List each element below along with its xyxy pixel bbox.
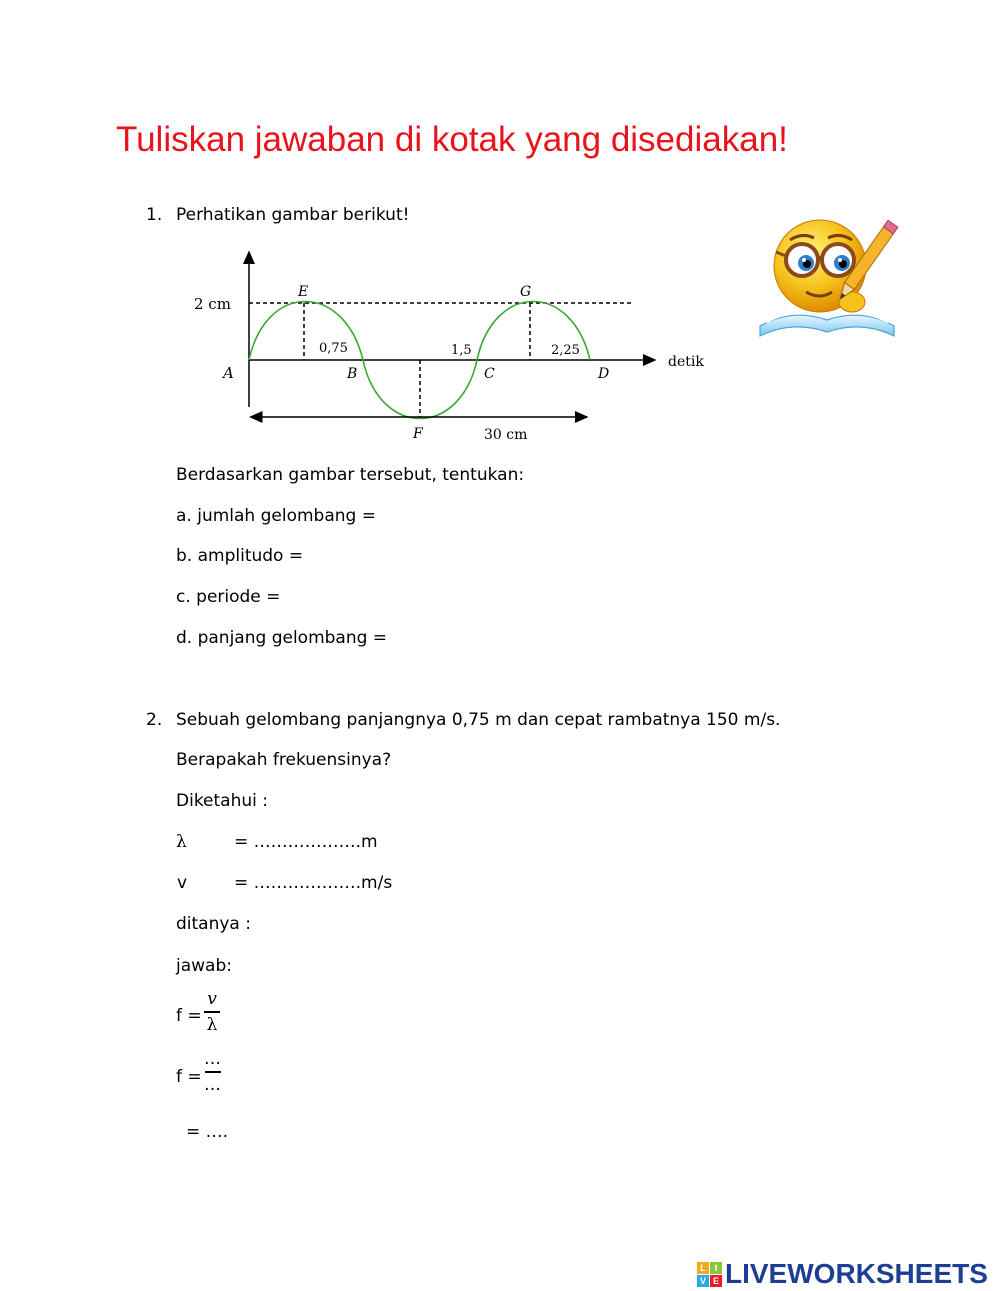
lambda-symbol: λ	[176, 832, 187, 852]
point-e-label: E	[298, 284, 309, 300]
formula-fraction	[204, 991, 220, 1034]
wave-diagram	[180, 232, 720, 447]
substitution-denominator: …	[204, 1074, 221, 1095]
lambda-value: = ……………….m	[234, 832, 378, 852]
logo-letter-i: I	[710, 1262, 722, 1274]
result-line: = ….	[186, 1122, 229, 1142]
nerd-emoji-writing-icon	[752, 208, 902, 343]
q1-prompt: Perhatikan gambar berikut!	[176, 205, 410, 225]
answer-label: jawab:	[176, 956, 232, 976]
time-label-3: 2,25	[551, 343, 580, 358]
q1-item-a: a. jumlah gelombang =	[176, 506, 376, 526]
formula-denominator: λ	[206, 1014, 218, 1035]
logo-letter-v: V	[697, 1275, 709, 1287]
time-label-2: 1,5	[451, 343, 472, 358]
logo-letter-l: L	[697, 1262, 709, 1274]
substitution-fraction-bar	[205, 1071, 221, 1073]
page-title: Tuliskan jawaban di kotak yang disediakan!	[116, 120, 788, 159]
v-symbol: v	[177, 873, 188, 893]
q1-item-b: b. amplitudo =	[176, 546, 304, 566]
logo-squares	[697, 1262, 722, 1287]
q1-intro: Berdasarkan gambar tersebut, tentukan:	[176, 465, 525, 485]
formula-numerator: v	[207, 989, 217, 1009]
amplitude-label: 2 cm	[194, 295, 231, 313]
known-label: Diketahui :	[176, 791, 268, 811]
q1-item-c: c. periode =	[176, 587, 281, 607]
q1-item-d: d. panjang gelombang =	[176, 628, 388, 648]
axis-label: detik	[668, 354, 704, 370]
q1-number: 1.	[146, 205, 163, 225]
point-c-label: C	[484, 366, 495, 382]
q2-number: 2.	[146, 710, 163, 730]
formula-fraction-bar	[204, 1011, 220, 1013]
point-d-label: D	[598, 366, 610, 382]
asked-label: ditanya :	[176, 914, 251, 934]
logo-letter-e: E	[710, 1275, 722, 1287]
v-value: = ……………….m/s	[234, 873, 393, 893]
point-g-label: G	[520, 284, 532, 300]
brand-name: LIVEWORKSHEETS	[725, 1258, 988, 1289]
formula-lhs: f =	[176, 1006, 202, 1026]
point-f-label: F	[413, 426, 423, 442]
point-a-label: A	[223, 364, 234, 382]
q2-line1: Sebuah gelombang panjangnya 0,75 m dan cepat rambatnya 150 m/s.	[176, 710, 781, 730]
time-label-1: 0,75	[319, 341, 348, 356]
substitution-fraction	[204, 1051, 221, 1094]
point-b-label: B	[347, 366, 358, 382]
liveworksheets-logo	[697, 1258, 988, 1290]
substitution-numerator: …	[204, 1049, 221, 1069]
length-label: 30 cm	[484, 427, 528, 443]
substitution-lhs: f =	[176, 1067, 202, 1087]
q2-line2: Berapakah frekuensinya?	[176, 750, 392, 770]
